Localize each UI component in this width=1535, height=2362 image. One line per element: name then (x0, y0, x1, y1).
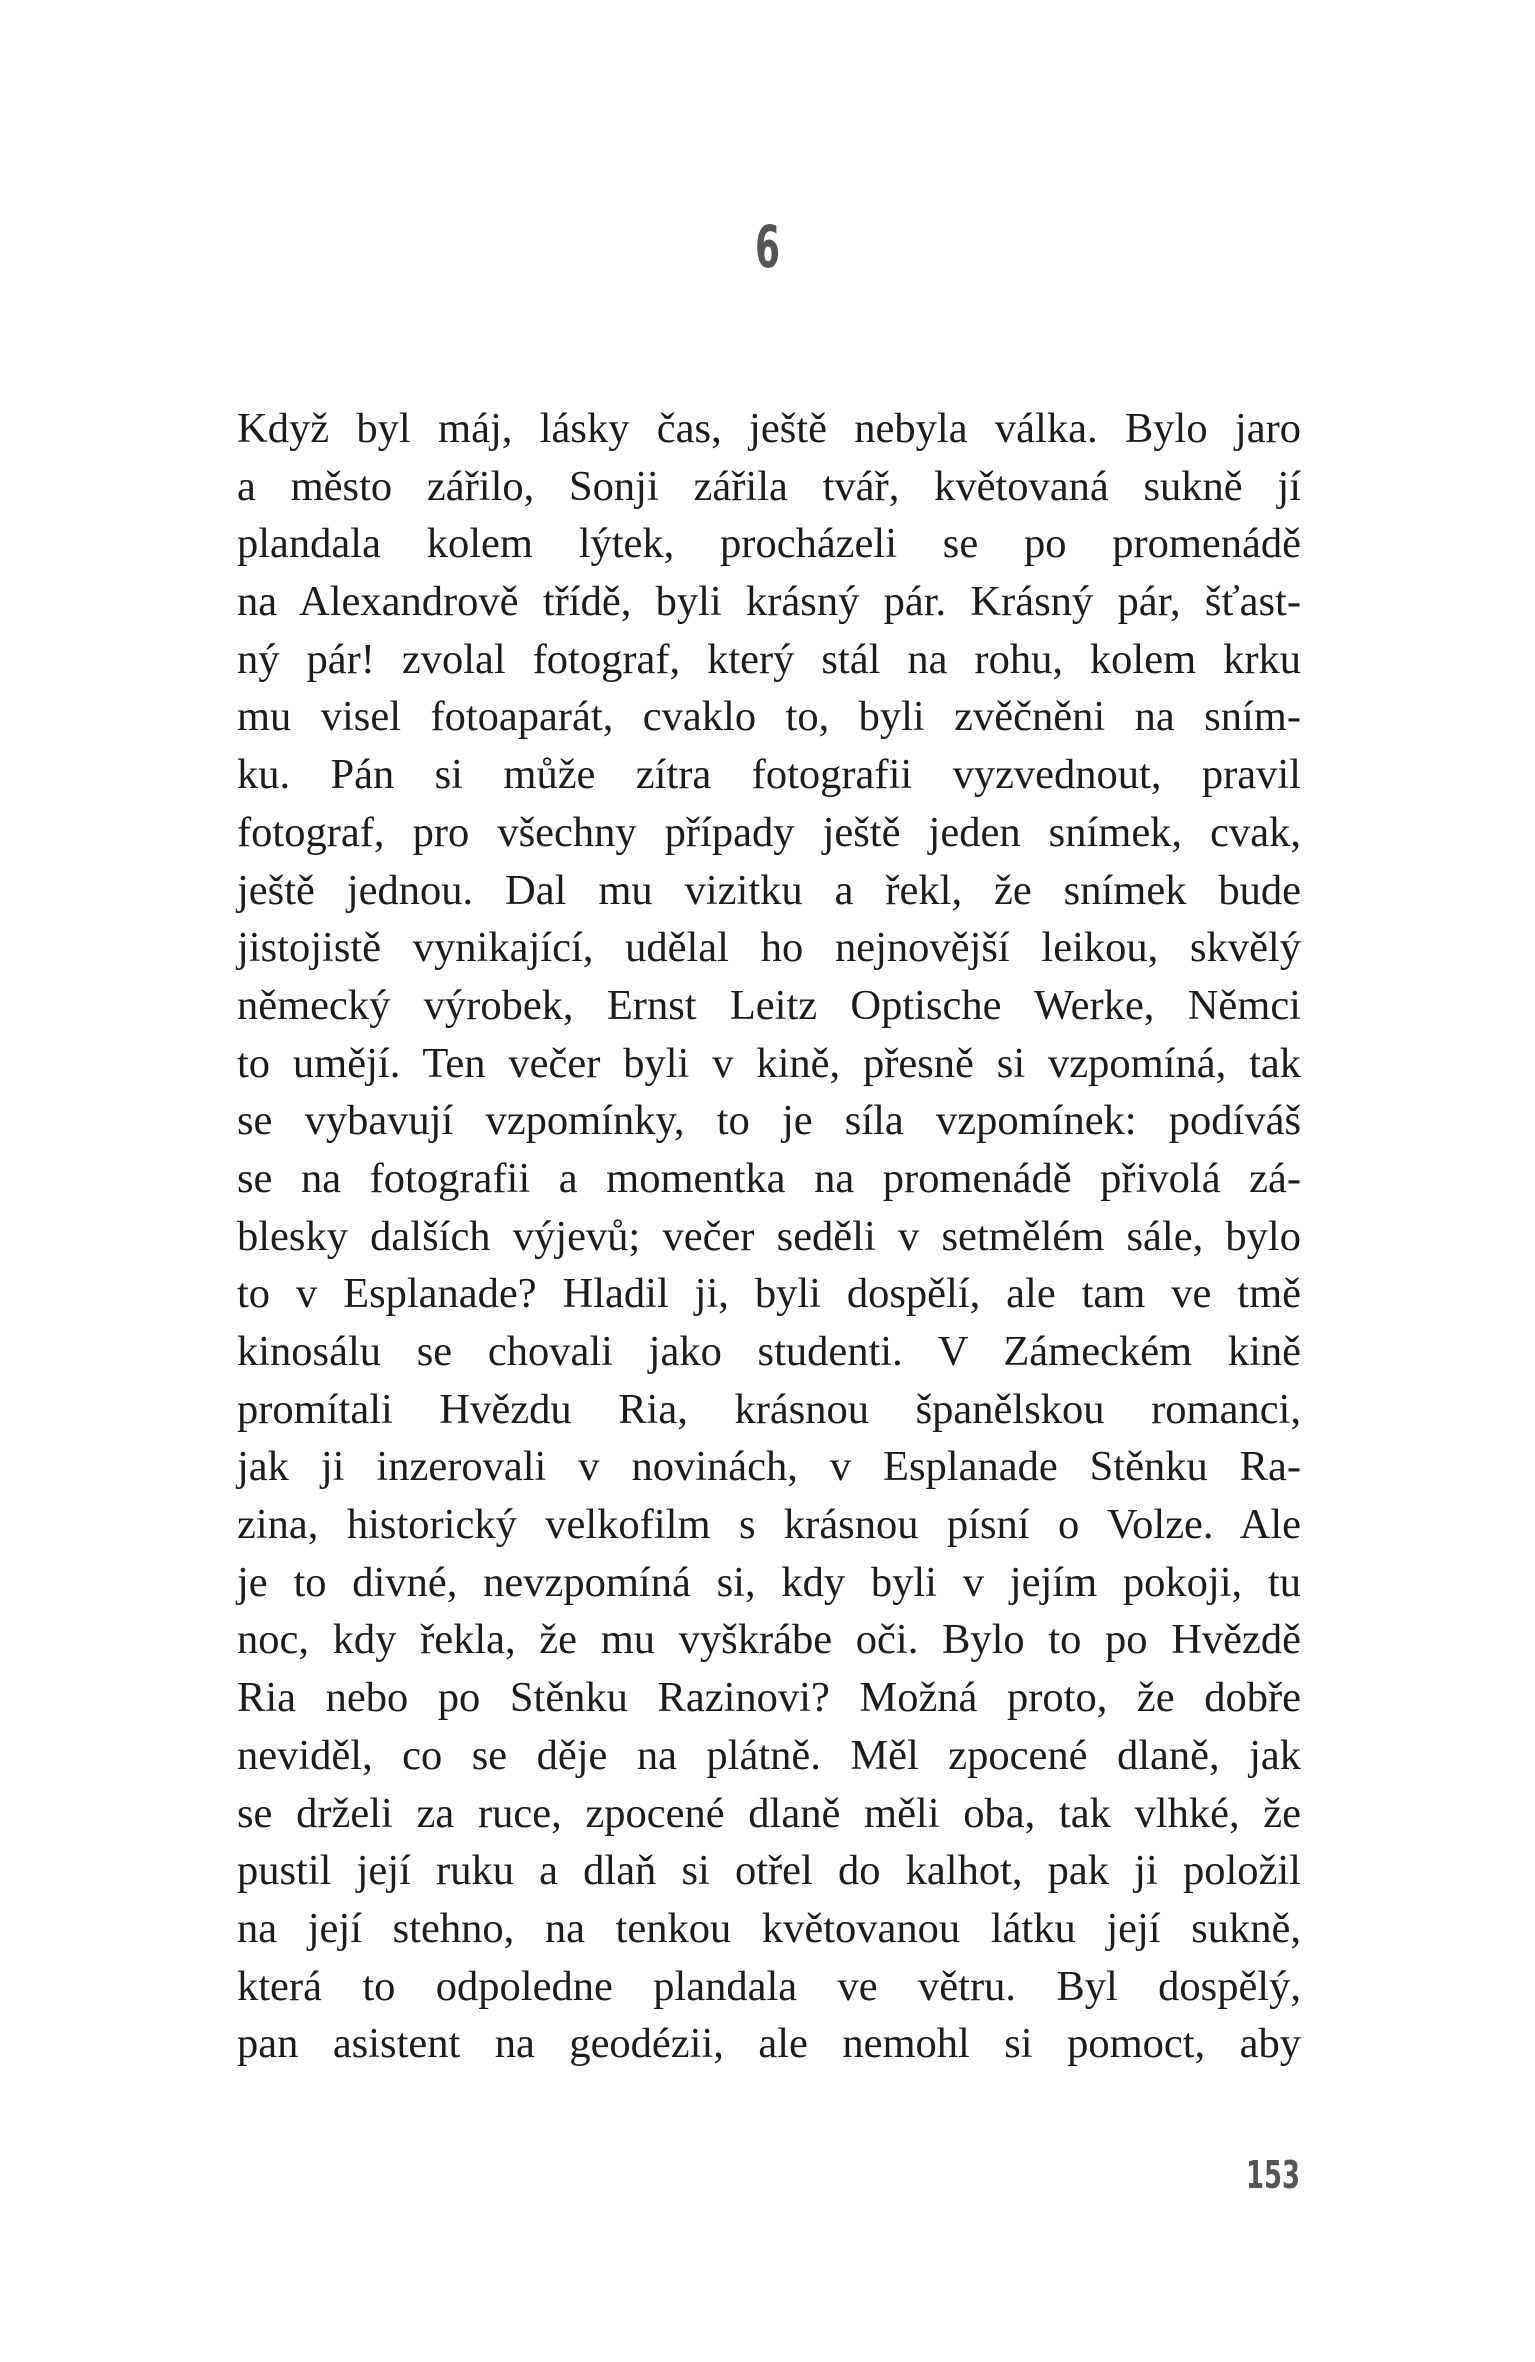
text-line: je to divné, nevzpomíná si, kdy byli v jejím pokoji, tu (237, 1558, 1301, 1606)
text-line: která to odpoledne plandala ve větru. Byl dospělý, (237, 1962, 1301, 2010)
page-number: 153 (1246, 2153, 1300, 2197)
text-line: jistojistě vynikající, udělal ho nejnovější leikou, skvělý (237, 924, 1301, 972)
text-line: promítali Hvězdu Ria, krásnou španělskou romanci, (237, 1385, 1301, 1433)
text-line: blesky dalších výjevů; večer seděli v setmělém sále, bylo (237, 1212, 1301, 1260)
text-line: na její stehno, na tenkou květovanou látku její sukně, (237, 1904, 1301, 1952)
text-line: se drželi za ruce, zpocené dlaně měli oba, tak vlhké, že (237, 1789, 1301, 1837)
text-line: se na fotografii a momentka na promenádě přivolá zá- (237, 1154, 1301, 1202)
text-line: to v Esplanade? Hladil ji, byli dospělí, ale tam ve tmě (237, 1270, 1301, 1318)
text-line: neviděl, co se děje na plátně. Měl zpocené dlaně, jak (237, 1731, 1301, 1779)
text-line: plandala kolem lýtek, procházeli se po promenádě (237, 520, 1301, 568)
text-line: mu visel fotoaparát, cvaklo to, byli zvěčněni na sním- (237, 693, 1301, 741)
text-line: kinosálu se chovali jako studenti. V Zámeckém kině (237, 1328, 1301, 1375)
text-line: fotograf, pro všechny případy ještě jeden snímek, cvak, (237, 808, 1301, 856)
text-line: to umějí. Ten večer byli v kině, přesně si vzpomíná, tak (237, 1039, 1301, 1087)
text-line: ku. Pán si může zítra fotografii vyzvednout, pravil (237, 751, 1301, 799)
text-line: zina, historický velkofilm s krásnou písní o Volze. Ale (237, 1501, 1301, 1549)
text-line: německý výrobek, Ernst Leitz Optische Werke, Němci (237, 981, 1301, 1029)
text-line: Když byl máj, lásky čas, ještě nebyla válka. Bylo jaro (237, 405, 1301, 452)
body-text (237, 400, 1301, 2073)
text-line: ný pár! zvolal fotograf, který stál na rohu, kolem krku (237, 635, 1301, 683)
text-line: pustil její ruku a dlaň si otřel do kalhot, pak ji položil (237, 1847, 1301, 1895)
text-line: Ria nebo po Stěnku Razinovi? Možná proto, že dobře (237, 1674, 1301, 1722)
chapter-number: 6 (754, 213, 781, 281)
text-line: pan asistent na geodézii, ale nemohl si pomoct, aby (237, 2020, 1301, 2068)
text-line: noc, kdy řekla, že mu vyškrábe oči. Bylo to po Hvězdě (237, 1616, 1301, 1664)
text-line: jak ji inzerovali v novinách, v Esplanade Stěnku Ra- (237, 1443, 1301, 1491)
text-line: na Alexandrově třídě, byli krásný pár. Krásný pár, šťast- (237, 578, 1301, 626)
text-line: ještě jednou. Dal mu vizitku a řekl, že snímek bude (237, 866, 1301, 914)
text-line: a město zářilo, Sonji zářila tvář, květovaná sukně jí (237, 462, 1301, 510)
text-line: se vybavují vzpomínky, to je síla vzpomínek: podíváš (237, 1097, 1301, 1145)
